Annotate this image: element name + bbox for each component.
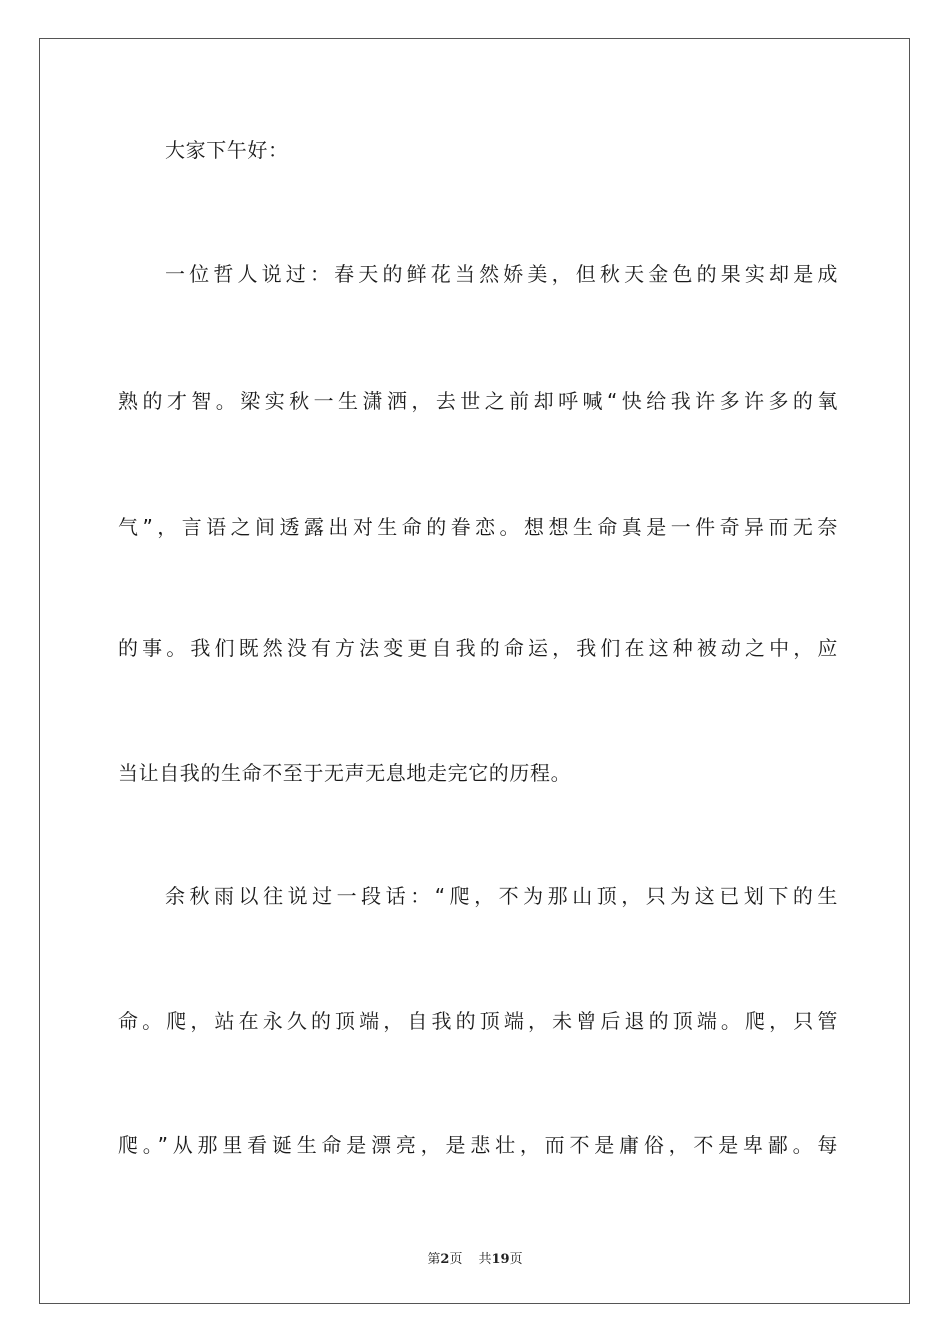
page-footer: [0, 1248, 950, 1267]
greeting-line: 大家下午好：: [165, 138, 289, 162]
paragraph-line: 命。爬，站在永久的顶端，自我的顶端，未曾后退的顶端。爬，只管: [118, 1009, 838, 1033]
paragraph-line: 一位哲人说过：春天的鲜花当然娇美，但秋天金色的果实却是成: [165, 262, 838, 286]
page-border: [39, 38, 910, 1304]
paragraph-line: 的事。我们既然没有方法变更自我的命运，我们在这种被动之中，应: [118, 636, 838, 660]
paragraph-line: 余秋雨以往说过一段话：“爬，不为那山顶，只为这已划下的生: [165, 884, 838, 908]
total-pages: 19: [491, 1252, 510, 1267]
paragraph-line: 爬。”从那里看诞生命是漂亮，是悲壮，而不是庸俗，不是卑鄙。每: [118, 1133, 838, 1157]
paragraph-line: 熟的才智。梁实秋一生潇洒，去世之前却呼喊“快给我许多许多的氧: [118, 389, 838, 413]
page-prefix: 第: [427, 1252, 441, 1267]
paragraph-line: 当让自我的生命不至于无声无息地走完它的历程。: [118, 761, 572, 785]
page-number: 2: [440, 1252, 450, 1267]
total-prefix: 共: [478, 1252, 492, 1267]
total-suffix: 页: [509, 1252, 523, 1267]
page-suffix: 页: [449, 1252, 463, 1267]
paragraph-line: 气”，言语之间透露出对生命的眷恋。想想生命真是一件奇异而无奈: [118, 515, 838, 539]
